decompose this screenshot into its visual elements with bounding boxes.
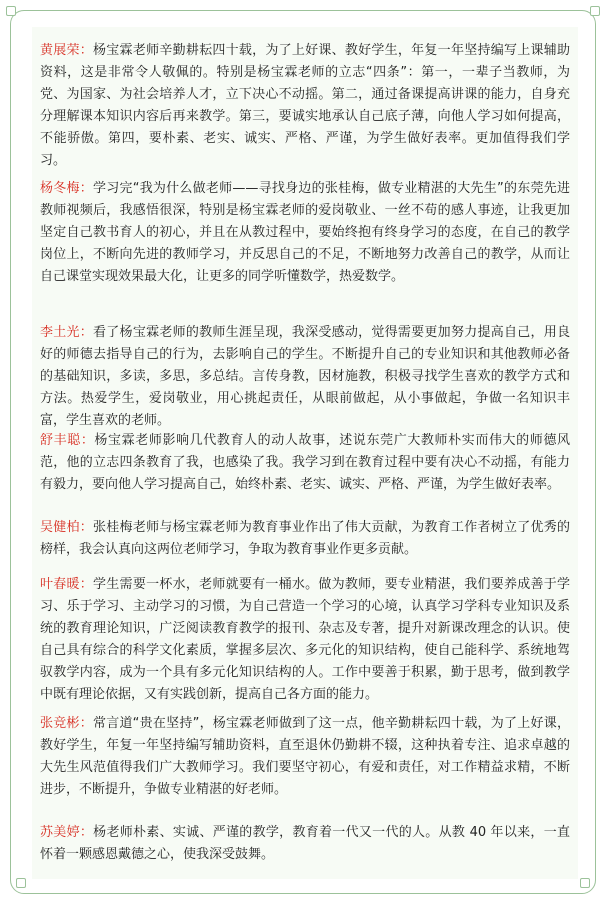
- comment-entry: [40, 178, 570, 288]
- comment-text: 学生需要一杯水，老师就要有一桶水。做为教师，要专业精湛，我们要养成善于学习、乐于学习、主动学习的习惯，为自己营造一个学习的心境，认真学习学科专业知识及系统的教育理论知识，广泛阅读教育教学的报刊、杂志及专著，提升对新课改理念的认识。使自己具有综合的科学文化素质，掌握多层次、多元化的知识结构，使自己能科学、系统地驾驭教学内容，成为一个具有多元化知识结构的人。工作中要善于积累，勤于思考，做到教学中既有理论依据，又有实践创新，提高自己各方面的能力。: [40, 577, 570, 702]
- comment-entry: [40, 713, 570, 801]
- comment-text: 张桂梅老师与杨宝霖老师为教育事业作出了伟大贡献，为教育工作者树立了优秀的榜样，我会认真向这两位老师学习，争取为教育事业作更多贡献。: [40, 520, 570, 557]
- author-separator: ：: [79, 520, 94, 535]
- author-name: 舒丰聪: [40, 433, 81, 448]
- frame-corner-bottom-right: [580, 878, 590, 888]
- author-separator: ：: [79, 716, 93, 731]
- comment-text: 杨老师朴素、实诚、严谨的教学，教育着一代又一代的人。从教 40 年以来，一直怀着一颗感恩戴德之心，使我深受鼓舞。: [40, 825, 570, 862]
- author-separator: ：: [79, 43, 94, 58]
- author-name: 黄展荣: [40, 43, 80, 58]
- comment-entry: [40, 822, 570, 866]
- comment-text: 杨宝霖老师影响几代教育人的动人故事，述说东莞广大教师朴实而伟大的师德风范，他的立志四条教育了我，也感染了我。我学习到在教育过程中要有决心不动摇，有能力有毅力，要向他人学习提高自己，始终朴素、老实、诚实、严格、严谨，为学生做好表率。: [40, 433, 570, 492]
- comment-text: 常言道“贵在坚持”，杨宝霖老师做到了这一点，他辛勤耕耘四十载，为了上好课，教好学生，年复一年坚持编写辅助资料，直至退休仍勤耕不辍，这种执着专注、追求卓越的大先生风范值得我们广大教师学习。我们要坚守初心，有爱和责任，对工作精益求精，不断进步，不断提升，争做专业精湛的好老师。: [40, 716, 570, 797]
- comment-text: 学习完“我为什么做老师——寻找身边的张桂梅，做专业精湛的大先生”的东莞先进教师视频后，我感悟很深，特别是杨宝霖老师的爱岗敬业、一丝不苟的感人事迹，让我更加坚定自己教书育人的初心，并且在从教过程中，要始终抱有终身学习的态度，在自己的教学岗位上，不断向先进的教师学习，并反思自己的不足，不断地努力改善自己的教学，从而让自己课堂实现效果最大化，让更多的同学听懂数学，热爱数学。: [40, 181, 570, 284]
- author-separator: ：: [79, 181, 93, 196]
- author-separator: ：: [79, 577, 94, 592]
- comment-text: 看了杨宝霖老师的教师生涯呈现，我深受感动，觉得需要更加努力提高自己，用良好的师德去指导自己的行为，去影响自己的学生。不断提升自己的专业知识和其他教师必备的基础知识，多读，多思，多总结。言传身教，因材施教，积极寻找学生喜欢的教学方式和方法。热爱学生，爱岗敬业，用心挑起责任，从眼前做起，从小事做起，争做一名知识丰富，学生喜欢的老师。: [40, 325, 570, 428]
- comment-entry: [40, 40, 570, 172]
- author-name: 叶春暖: [40, 577, 80, 592]
- author-separator: ：: [80, 433, 95, 448]
- comment-entry: [40, 430, 570, 496]
- comments-panel: [32, 27, 578, 879]
- comment-entry: [40, 322, 570, 432]
- author-name: 张竞彬: [40, 716, 80, 731]
- author-separator: ：: [79, 825, 94, 840]
- author-name: 李土光: [40, 325, 80, 340]
- author-name: 吴健柏: [40, 520, 80, 535]
- comment-entry: [40, 574, 570, 706]
- frame-corner-bottom-left: [16, 878, 26, 888]
- author-name: 杨冬梅: [40, 181, 80, 196]
- comment-entry: [40, 517, 570, 561]
- author-name: 苏美婷: [40, 825, 80, 840]
- comment-text: 杨宝霖老师辛勤耕耘四十载，为了上好课、教好学生，年复一年坚持编写上课辅助资料，这是非常令人敬佩的。特别是杨宝霖老师的立志“四条”：第一，一辈子当教师，为党、为国家、为社会培养人才，立下决心不动摇。第二，通过备课提高讲课的能力，自身充分理解课本知识内容后再来教学。第三，要诚实地承认自己底子薄，向他人学习如何提高，不能骄傲。第四，要朴素、老实、诚实、严格、严谨，为学生做好表率。更加值得我们学习。: [40, 43, 570, 168]
- author-separator: ：: [79, 325, 94, 340]
